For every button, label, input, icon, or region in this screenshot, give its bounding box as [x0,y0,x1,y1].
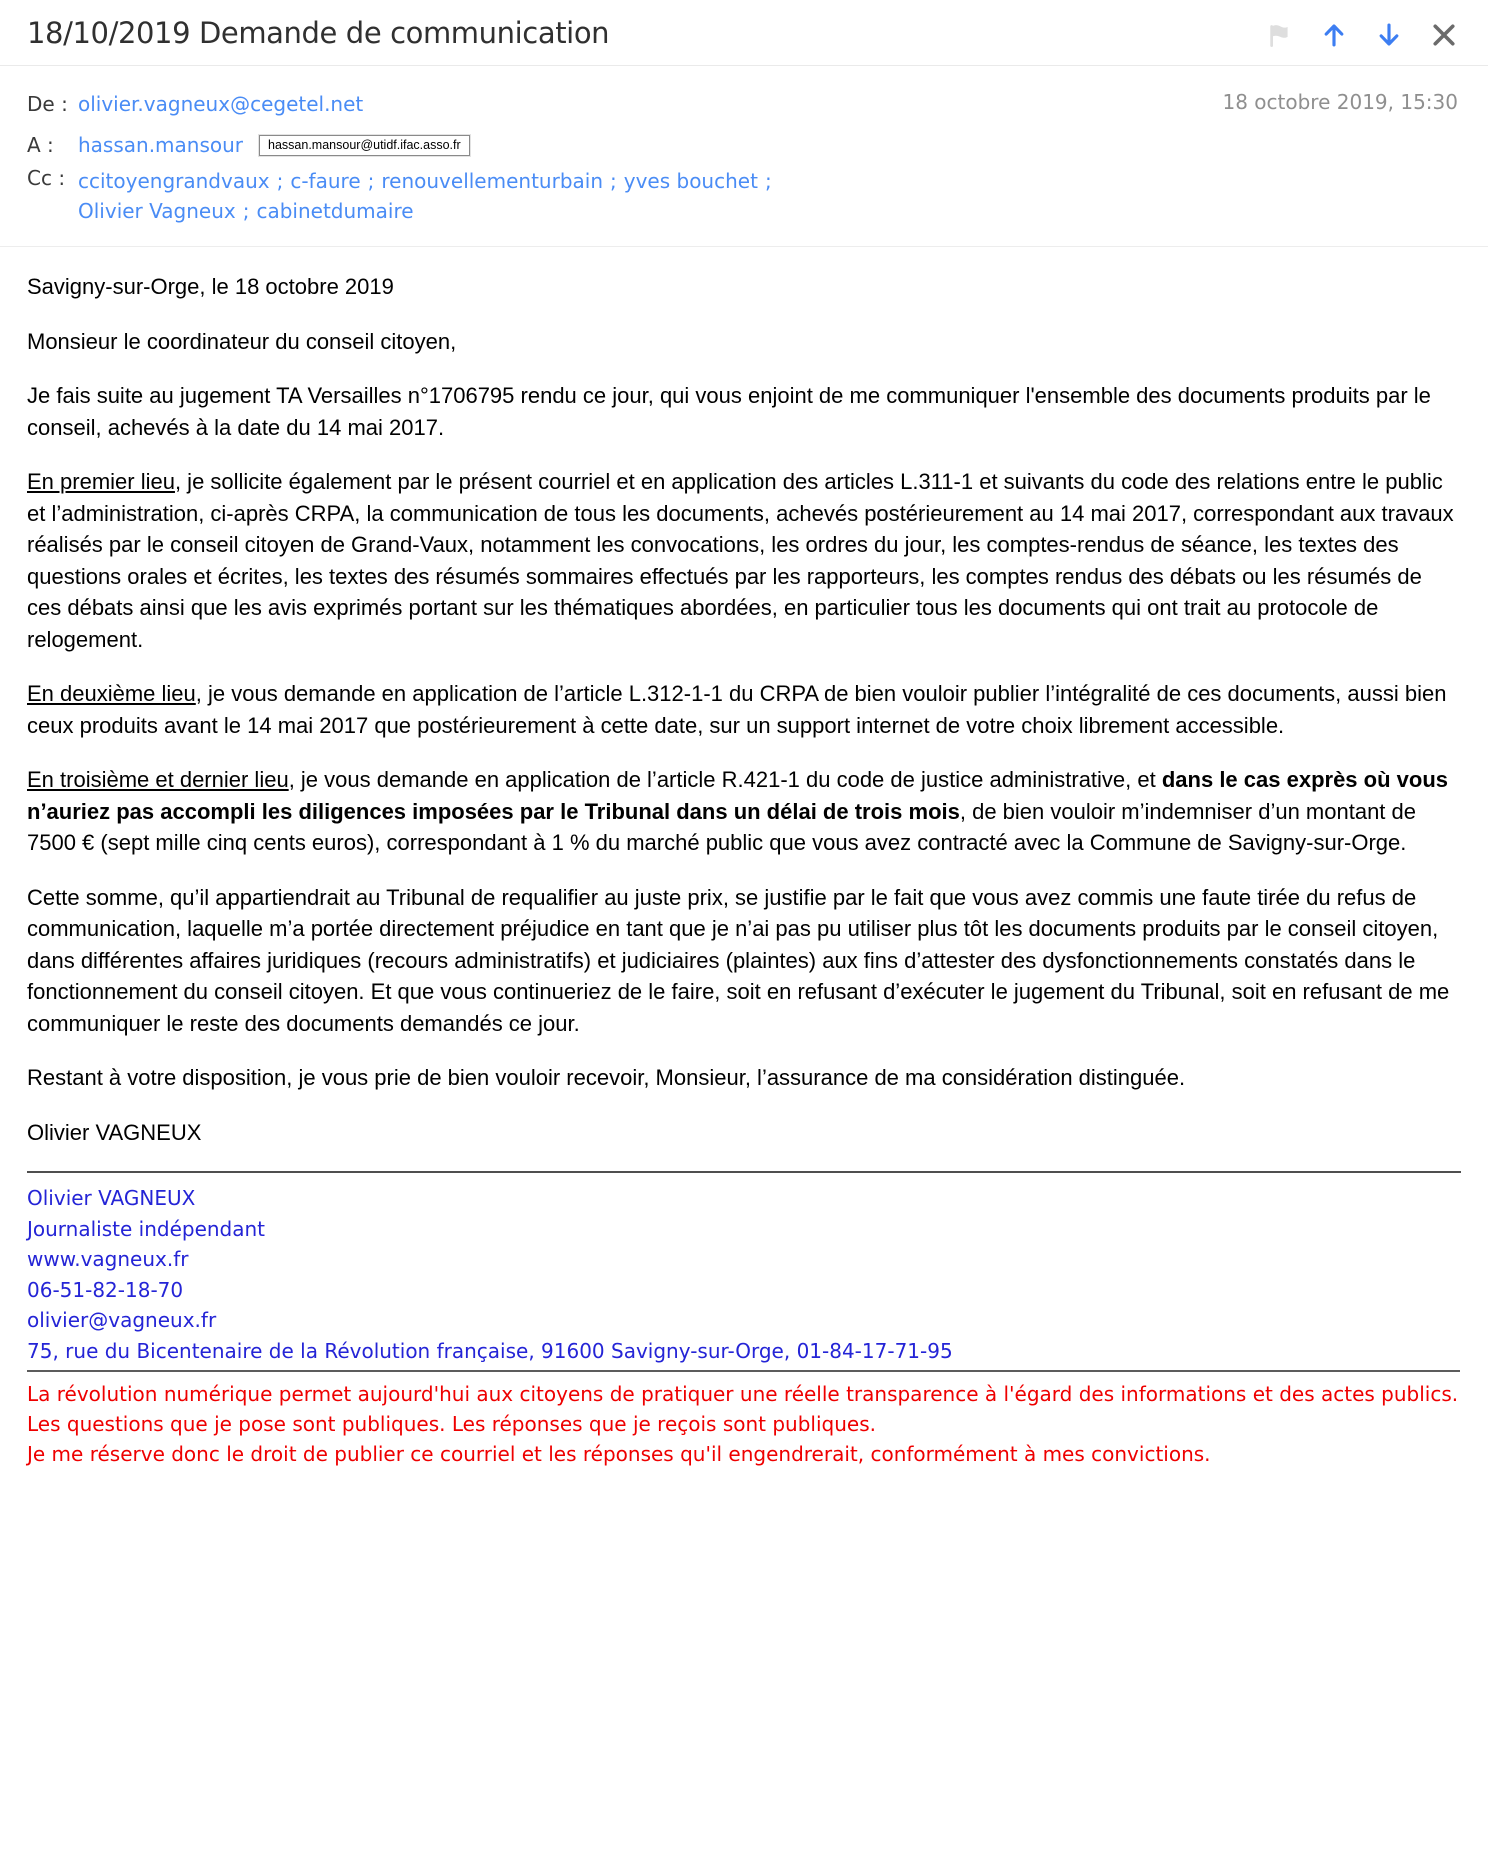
cc-separator: ; [276,169,284,193]
arrow-up-icon[interactable] [1320,21,1348,49]
signature-website-link[interactable]: www.vagneux.fr [27,1247,189,1271]
cc-separator: ; [242,199,250,223]
disclaimer-line: La révolution numérique permet aujourd'hui aux citoyens de pratiquer une réelle transparence à l'égard des informations et des actes publics. [27,1382,1459,1406]
close-icon[interactable] [1430,21,1458,49]
letter-paragraph-intro: Je fais suite au jugement TA Versailles n°1706795 rendu ce jour, qui vous enjoint de me communiquer l'ensemble des documents produits par le conseil, achevés à la date du 14 mai 2017. [27,383,1431,440]
underlined-lead: En deuxième lieu [27,681,196,706]
cc-separator: ; [367,169,375,193]
signature-role: Journaliste indépendant [27,1216,266,1241]
message-toolbar [1266,21,1458,49]
signature-email-link[interactable]: olivier@vagneux.fr [27,1308,217,1332]
cc-recipient-link[interactable]: renouvellementurbain [381,169,603,193]
disclaimer-divider [27,1370,1460,1372]
cc-row [27,166,1460,226]
cc-recipient-link[interactable]: cabinetdumaire [256,199,414,223]
disclaimer-line: Les questions que je pose sont publiques. Les réponses que je reçois sont publiques. [27,1412,876,1436]
recipient-address-tooltip: hassan.mansour@utidf.ifac.asso.fr [259,135,470,156]
signature-name: Olivier VAGNEUX [27,1186,196,1210]
signature-block [0,1183,1488,1372]
signature-phone: 06-51-82-18-70 [27,1277,184,1302]
cc-line [78,199,414,223]
letter-paragraph-sum: Cette somme, qu’il appartiendrait au Tribunal de requalifier au juste prix, se justifie par le fait que vous avez commis une faute tirée du refus de communication, laquelle m’a portée directement préjudice en tant que je n’ai pas pu utiliser plus tôt les documents produits par le conseil citoyen, dans différentes affaires juridiques (recours administratifs) et judiciaires (plaintes) aux fins d’attester des dysfonctionnements constatés dans le fonctionnement du conseil citoyen. Et que vous continueriez de le faire, soit en refusant d’exécuter le jugement du Tribunal, soit en refusant de me communiquer le reste des documents demandés ce jour. [27,884,1450,1036]
arrow-down-icon[interactable] [1375,21,1403,49]
cc-separator: ; [764,169,772,193]
underlined-lead: En premier lieu [27,469,175,494]
letter-paragraph-closing: Restant à votre disposition, je vous prie de bien vouloir recevoir, Monsieur, l’assurance de ma considération distinguée. [27,1065,1186,1090]
letter-paragraph-second [27,678,1460,741]
paragraph-text: , je vous demande en application de l’article R.421-1 du code de justice administrative, et [288,767,1162,792]
letter-salutation: Monsieur le coordinateur du conseil citoyen, [27,328,457,354]
cc-recipient-list [78,166,779,226]
underlined-lead: En troisième et dernier lieu [27,767,289,792]
flag-icon[interactable] [1266,22,1293,49]
cc-recipient-link[interactable]: Olivier Vagneux [78,199,236,223]
from-label: De : [27,92,68,116]
to-row [27,133,1460,157]
message-titlebar [0,0,1488,50]
cc-label: Cc : [27,166,66,190]
cc-line [78,169,779,193]
cc-recipient-link[interactable]: c-faure [290,169,361,193]
to-recipient-link[interactable]: hassan.mansour [78,133,244,157]
cc-recipient-link[interactable]: yves bouchet [623,169,758,193]
from-address-link[interactable]: olivier.vagneux@cegetel.net [78,92,364,116]
letter-paragraph-first [27,466,1460,655]
message-subject: 18/10/2019 Demande de communication [27,16,610,50]
letter-paragraph-third [27,764,1460,859]
message-body [0,247,1488,1148]
signature-divider [27,1171,1461,1173]
message-meta [0,66,1488,226]
paragraph-text: , je vous demande en application de l’article L.312-1-1 du CRPA de bien vouloir publier l’intégralité de ces documents, aussi bien ceux produits avant le 14 mai 2017 que postérieurement à cette date, sur un support internet de votre choix librement accessible. [27,681,1447,738]
letter-place-date: Savigny-sur-Orge, le 18 octobre 2019 [27,274,394,299]
bold-demand-text: dans le cas exprès où vous n’auriez pas accompli les diligences imposées par le Tribunal dans un délai de trois mois [27,767,1448,824]
disclaimer-block [0,1379,1488,1469]
to-label: A : [27,133,54,157]
cc-separator: ; [610,169,617,193]
cc-recipient-link[interactable]: ccitoyengrandvaux [78,169,270,193]
disclaimer-line: Je me réserve donc le droit de publier ce courriel et les réponses qu'il engendrerait, conformément à mes convictions. [27,1442,1211,1466]
paragraph-text: , de bien vouloir m’indemniser d’un montant de 7500 € (sept mille cinq cents euros), correspondant à 1 % du marché public que vous avez contracté avec la Commune de Savigny-sur-Orge. [27,798,1417,855]
signature-address: 75, rue du Bicentenaire de la Révolution française, 91600 Savigny-sur-Orge, 01-84-17-71-95 [27,1338,953,1363]
message-date: 18 octobre 2019, 15:30 [1222,90,1458,114]
letter-signoff: Olivier VAGNEUX [27,1119,202,1145]
paragraph-text: , je sollicite également par le présent courriel et en application des articles L.311-1 et suivants du code des relations entre le public et l’administration, ci-après CRPA, la communication de tous les documents, achevés postérieurement au 14 mai 2017, correspondant aux travaux réalisés par le conseil citoyen de Grand-Vaux, notamment les convocations, les ordres du jour, les comptes-rendus de séance, les textes des questions orales et écrites, les textes des résumés sommaires effectués par les rapporteurs, les comptes rendus des débats ou les résumés de ces débats ainsi que les avis exprimés portant sur les thématiques abordées, en particulier tous les documents qui ont trait au protocole de relogement. [27,469,1454,652]
